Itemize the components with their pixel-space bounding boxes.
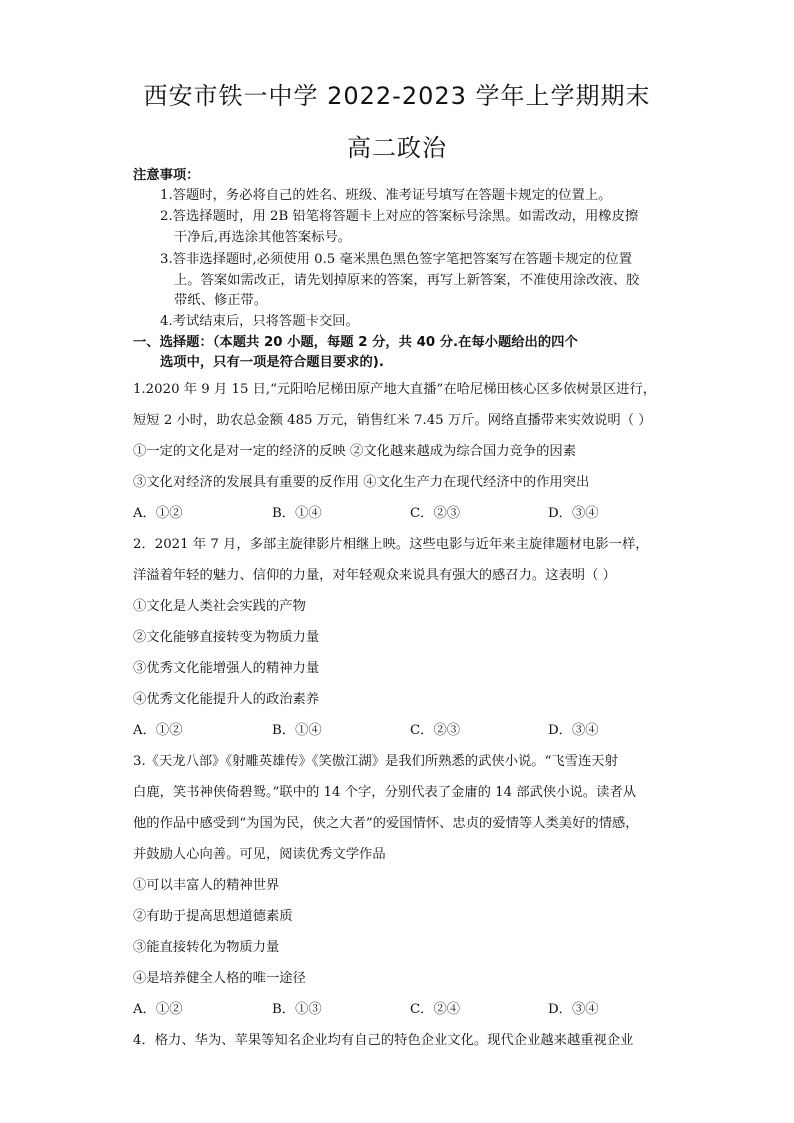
exam-title: 西安市铁一中学 2022-2023 学年上学期期末 xyxy=(143,82,651,110)
question-2-choice-b: B．①④ xyxy=(272,723,322,738)
question-3-stem: 并鼓励人心向善。可见，阅读优秀文学作品 xyxy=(133,847,386,862)
question-3-item: ①可以丰富人的精神世界 xyxy=(133,878,280,893)
question-2-choice-a: A．①② xyxy=(133,723,183,738)
question-3-choice-a: A．①② xyxy=(133,1002,183,1017)
notice-line: 干净后,再选涂其他答案标号。 xyxy=(174,230,352,245)
question-3-stem: 3.《天龙八部》《射雕英雄传》《笑傲江湖》是我们所熟悉的武侠小说。“飞雪连天射 xyxy=(133,754,618,769)
notice-line: 带纸、修正带。 xyxy=(174,293,268,308)
notice-line: 上。答案如需改正，请先划掉原来的答案，再写上新答案，不准使用涂改液、胶 xyxy=(174,273,640,288)
question-2-item: ④优秀文化能提升人的政治素养 xyxy=(133,692,320,707)
question-3-item: ②有助于提高思想道德素质 xyxy=(133,909,293,924)
question-2-stem: 洋溢着年轻的魅力、信仰的力量，对年轻观众来说具有强大的感召力。这表明（ ） xyxy=(133,568,616,583)
question-1-stem: 短短 2 小时，助农总金额 485 万元，销售红米 7.45 万斤。网络直播带来实效说明（ ） xyxy=(133,413,652,428)
notice-line: 4.考试结束后，只将答题卡交回。 xyxy=(160,314,359,329)
notice-heading: 注意事项： xyxy=(133,168,200,183)
question-3-choice-d: D．③④ xyxy=(548,1002,599,1017)
question-3-item: ③能直接转化为物质力量 xyxy=(133,940,280,955)
question-4-stem: 4．格力、华为、苹果等知名企业均有自己的特色企业文化。现代企业越来越重视企业 xyxy=(133,1033,634,1048)
question-1-choice-c: C．②③ xyxy=(410,506,461,521)
question-1-choice-d: D．③④ xyxy=(548,506,599,521)
question-2-stem: 2．2021 年 7 月，多部主旋律影片相继上映。这些电影与近年来主旋律题材电影一样， xyxy=(133,537,649,552)
exam-subject: 高二政治 xyxy=(347,134,447,162)
question-2-item: ③优秀文化能增强人的精神力量 xyxy=(133,661,320,676)
section-heading: 一、选择题：（本题共 20 小题，每题 2 分，共 40 分.在每小题给出的四个 xyxy=(133,335,578,350)
question-2-item: ②文化能够直接转变为物质力量 xyxy=(133,630,320,645)
question-3-choice-c: C．②④ xyxy=(410,1002,461,1017)
notice-line: 3.答非选择题时,必须使用 0.5 毫米黑色黑色签字笔把答案写在答题卡规定的位置 xyxy=(160,252,633,267)
question-1-stem: 1.2020 年 9 月 15 日,“元阳哈尼梯田原产地大直播”在哈尼梯田核心区多依树景区进行， xyxy=(133,382,657,397)
question-1-choice-b: B．①④ xyxy=(272,506,322,521)
question-3-choice-b: B．①③ xyxy=(272,1002,322,1017)
question-3-stem: 白鹿，笑书神侠倚碧鸳。”联中的 14 个字，分别代表了金庸的 14 部武侠小说。读者从 xyxy=(133,785,636,800)
question-2-item: ①文化是人类社会实践的产物 xyxy=(133,599,306,614)
question-1-item: ①一定的文化是对一定的经济的反映 ②文化越来越成为综合国力竞争的因素 xyxy=(133,444,577,459)
question-1-choice-a: A．①② xyxy=(133,506,183,521)
section-heading: 选项中，只有一项是符合题目要求的). xyxy=(160,355,384,370)
question-1-item: ③文化对经济的发展具有重要的反作用 ④文化生产力在现代经济中的作用突出 xyxy=(133,475,590,490)
question-2-choice-c: C．②③ xyxy=(410,723,461,738)
notice-line: 2.答选择题时，用 2B 铅笔将答题卡上对应的答案标号涂黑。如需改动，用橡皮擦 xyxy=(160,209,639,224)
question-2-choice-d: D．③④ xyxy=(548,723,599,738)
notice-line: 1.答题时，务必将自己的姓名、班级、准考证号填写在答题卡规定的位置上。 xyxy=(160,188,612,203)
question-3-stem: 他的作品中感受到“为国为民，侠之大者”的爱国情怀、忠贞的爱情等人类美好的情感， xyxy=(133,816,639,831)
question-3-item: ④是培养健全人格的唯一途径 xyxy=(133,971,306,986)
